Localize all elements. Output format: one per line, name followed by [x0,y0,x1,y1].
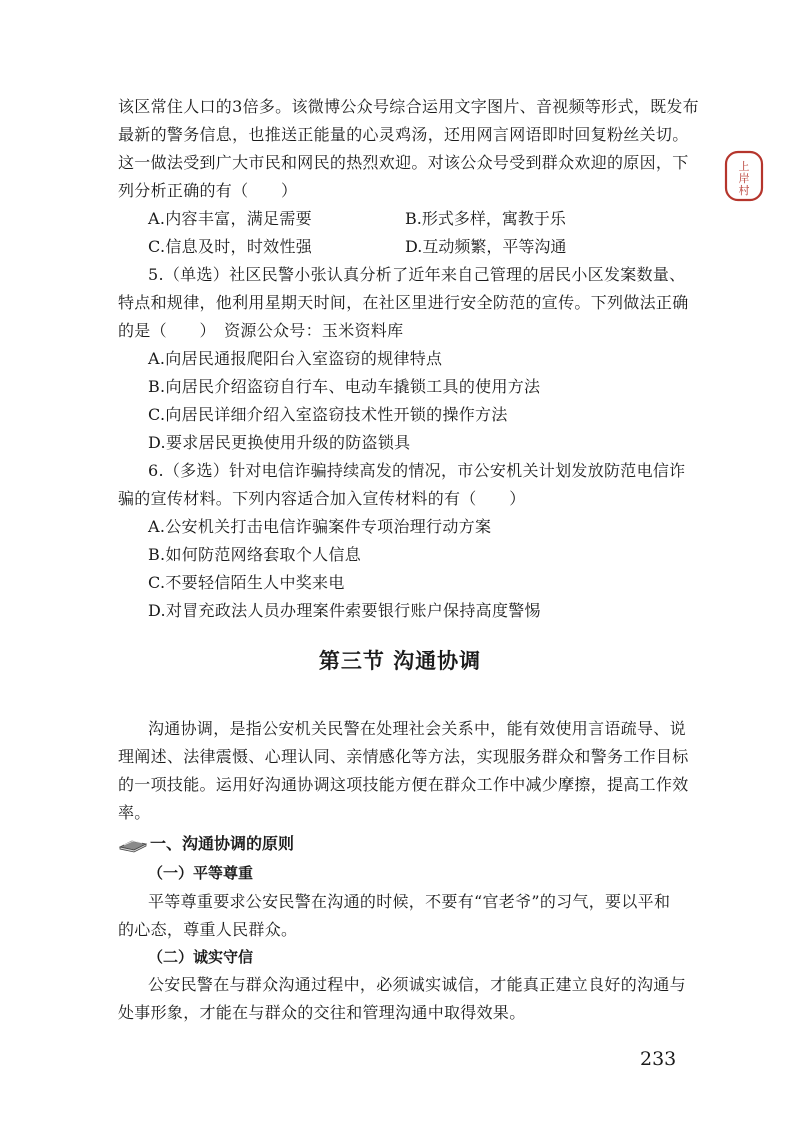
svg-text:村: 村 [738,184,750,197]
paragraph-line: 公安民警在与群众沟通过程中，必须诚实诚信，才能真正建立良好的沟通与 [148,975,686,994]
subheading-honesty: （二）诚实守信 [148,948,254,966]
text-line: 的是（ ） 资源公众号：玉米资料库 [118,321,404,340]
svg-text:上: 上 [738,160,750,173]
option-b: B.向居民介绍盗窃自行车、电动车撬锁工具的使用方法 [148,377,541,396]
text-line: 列分析正确的有（ ） [118,181,298,200]
section-title: 第三节 沟通协调 [318,649,482,673]
heading-principles [118,833,294,855]
paragraph-line: 率。 [118,803,151,822]
option-c: C.信息及时，时效性强 [148,237,313,256]
option-b: B.如何防范网络套取个人信息 [148,545,362,564]
paragraph-line: 的一项技能。运用好沟通协调这项技能方便在群众工作中减少摩擦，提高工作效 [118,775,689,794]
paragraph-line: 沟通协调，是指公安机关民警在处理社会关系中，能有效使用言语疏导、说 [148,719,686,738]
question-5: 5.（单选）社区民警小张认真分析了近年来自己管理的居民小区发案数量、 [148,265,686,284]
option-c: C.向居民详细介绍入室盗窃技术性开锁的操作方法 [148,405,508,424]
option-a: A.内容丰富，满足需要 [148,209,312,228]
text-line: 特点和规律，他利用星期天时间，在社区里进行安全防范的宣传。下列做法正确 [118,293,689,312]
subheading-equality: （一）平等尊重 [148,864,254,882]
option-c: C.不要轻信陌生人中奖来电 [148,573,345,592]
seal-stamp-icon [724,150,764,202]
book-icon [118,835,148,853]
option-d: D.对冒充政法人员办理案件索要银行账户保持高度警惕 [148,601,541,620]
option-d: D.要求居民更换使用升级的防盗锁具 [148,433,411,452]
option-a: A.公安机关打击电信诈骗案件专项治理行动方案 [148,517,492,536]
text-line: 该区常住人口的3倍多。该微博公众号综合运用文字图片、音视频等形式，既发布 [118,97,699,116]
heading-text: 一、沟通协调的原则 [150,834,295,853]
question-6: 6.（多选）针对电信诈骗持续高发的情况，市公安机关计划发放防范电信诈 [148,461,686,480]
page-number: 233 [640,1048,677,1070]
text-line: 骗的宣传材料。下列内容适合加入宣传材料的有（ ） [118,489,526,508]
option-b: B.形式多样，寓教于乐 [405,209,566,228]
paragraph-line: 理阐述、法律震慑、心理认同、亲情感化等方法，实现服务群众和警务工作目标 [118,747,689,766]
paragraph-line: 处事形象，才能在与群众的交往和管理沟通中取得效果。 [118,1003,526,1022]
text-line: 最新的警务信息，也推送正能量的心灵鸡汤，还用网言网语即时回复粉丝关切。 [118,125,689,144]
paragraph-line: 的心态，尊重人民群众。 [118,920,298,939]
svg-text:岸: 岸 [738,172,750,185]
text-line: 这一做法受到广大市民和网民的热烈欢迎。对该公众号受到群众欢迎的原因，下 [118,153,689,172]
paragraph-line: 平等尊重要求公安民警在沟通的时候，不要有“官老爷”的习气，要以平和 [148,892,671,911]
option-d: D.互动频繁，平等沟通 [405,237,567,256]
option-a: A.向居民通报爬阳台入室盗窃的规律特点 [148,349,443,368]
